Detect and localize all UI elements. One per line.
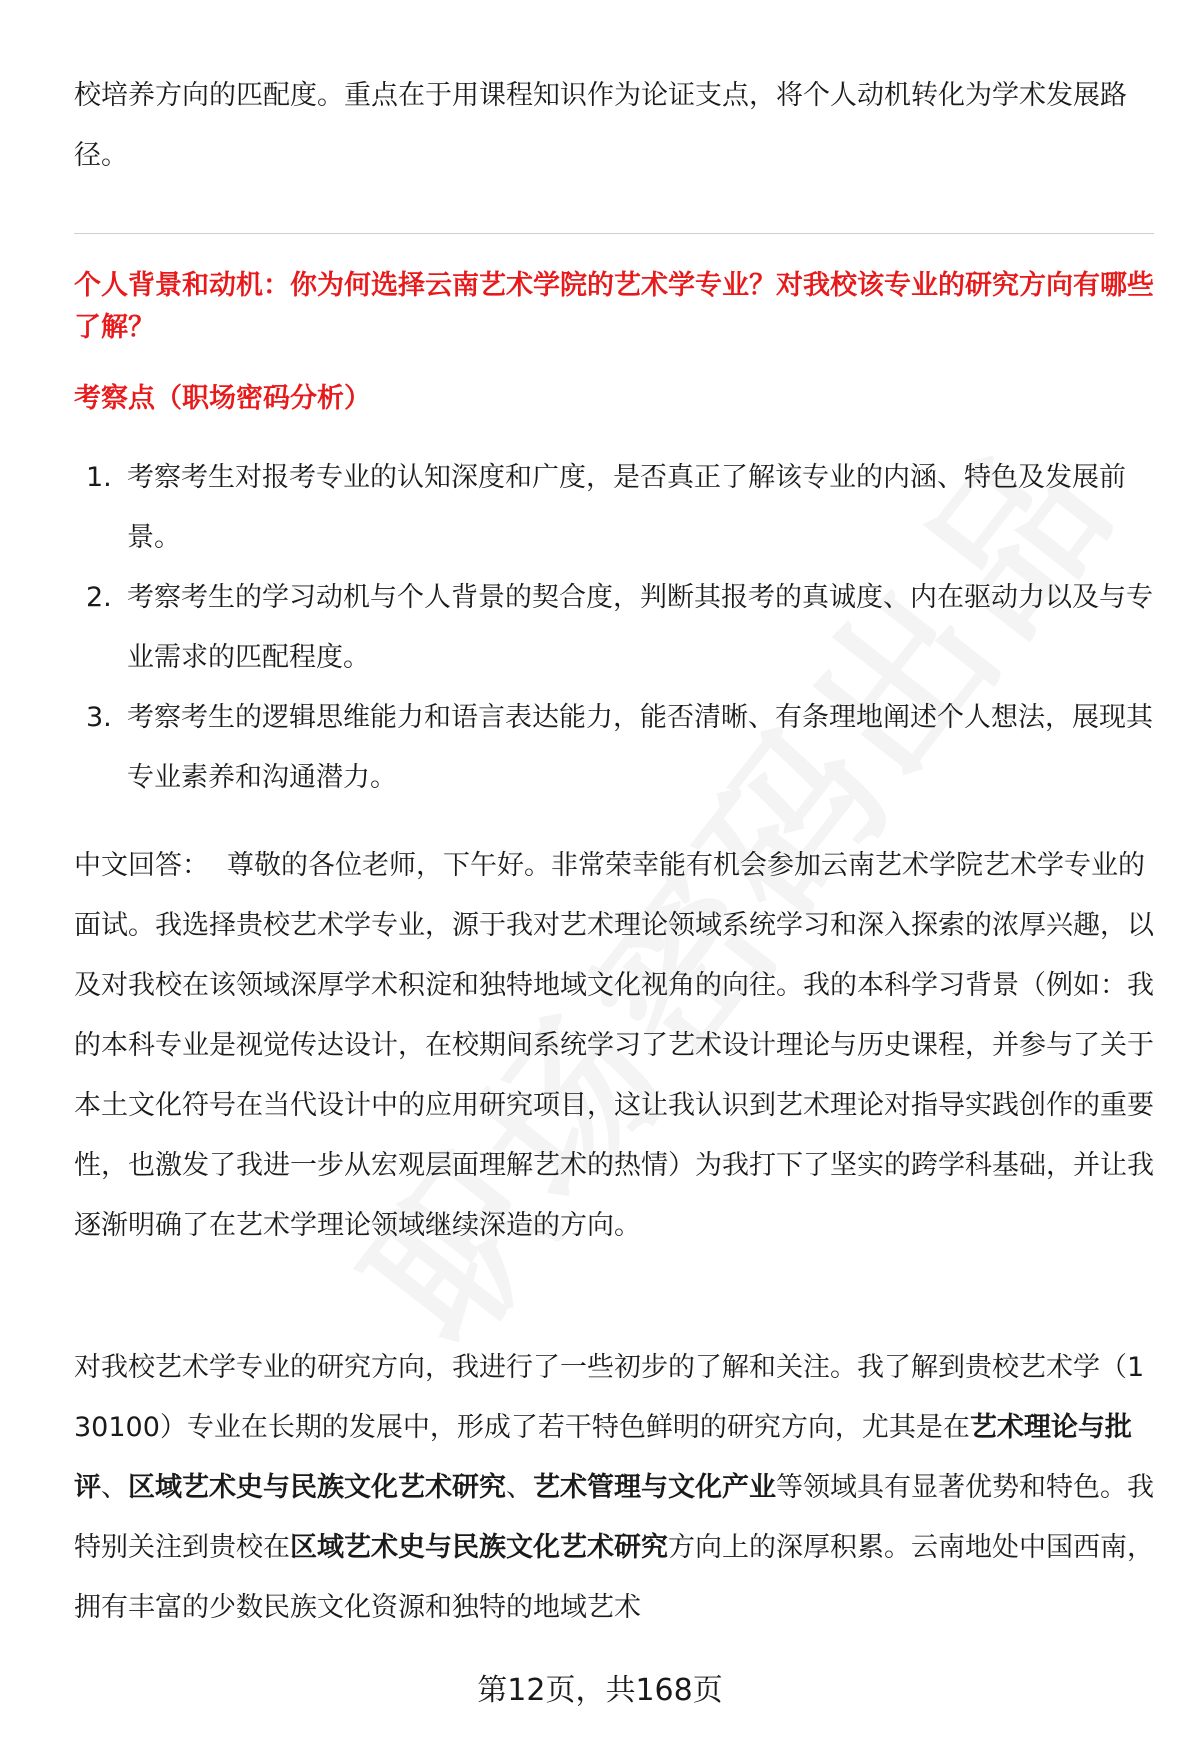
section-divider: [74, 233, 1154, 234]
list-text: 考察考生对报考专业的认知深度和广度，是否真正了解该专业的内涵、特色及发展前景。: [127, 462, 1126, 553]
answer-paragraph-2: [74, 1338, 1154, 1638]
list-text: 考察考生的逻辑思维能力和语言表达能力，能否清晰、有条理地阐述个人想法，展现其专业素养和沟通潜力。: [127, 702, 1153, 793]
intro-paragraph: 校培养方向的匹配度。重点在于用课程知识作为论证支点，将个人动机转化为学术发展路径。: [74, 80, 1127, 171]
question-heading: 个人背景和动机：你为何选择云南艺术学院的艺术学专业？对我校该专业的研究方向有哪些了解？: [74, 270, 1154, 343]
list-item: [74, 688, 1154, 808]
page-footer: 第12页，共168页: [477, 1673, 723, 1708]
answer-label: 中文回答：: [74, 850, 209, 881]
list-item: [74, 568, 1154, 688]
answer-text-1: 尊敬的各位老师，下午好。非常荣幸能有机会参加云南艺术学院艺术学专业的面试。我选择贵校艺术学专业，源于我对艺术理论领域系统学习和深入探索的浓厚兴趣，以及对我校在该领域深厚学术积淀和独特地域文化视角的向往。我的本科学习背景（例如：我的本科专业是视觉传达设计，在校期间系统学习了艺术设计理论与历史课程，并参与了关于本土文化符号在当代设计中的应用研究项目，这让我认识到艺术理论对指导实践创作的重要性，也激发了我进一步从宏观层面理解艺术的热情）为我打下了坚实的跨学科基础，并让我逐渐明确了在艺术学理论领域继续深造的方向。: [74, 850, 1154, 1241]
answer-sep-2: 、: [506, 1472, 533, 1503]
answer-text-seg2: 等领域具有显著优势和特色。我特别关注到贵校在: [74, 1472, 1154, 1563]
answer-text-seg1: 对我校艺术学专业的研究方向，我进行了一些初步的了解和关注。我了解到贵校艺术学（130100）专业在长期的发展中，形成了若干特色鲜明的研究方向，尤其是在: [74, 1352, 1145, 1443]
list-number: 1.: [86, 462, 112, 493]
list-item: [74, 448, 1154, 568]
highlight-regional-art-history-2: 区域艺术史与民族文化艺术研究: [290, 1532, 668, 1563]
assessment-points: [74, 448, 1154, 808]
highlight-theory-criticism: 艺术理论与批评: [74, 1412, 1132, 1503]
list-number: 2.: [86, 582, 112, 613]
answer-text-seg3: 方向上的深厚积累。云南地处中国西南，拥有丰富的少数民族文化资源和独特的地域艺术: [74, 1532, 1154, 1623]
answer-paragraph-1: [74, 836, 1154, 1256]
answer-sep-1: 、: [101, 1472, 128, 1503]
highlight-regional-art-history: 区域艺术史与民族文化艺术研究: [128, 1472, 506, 1503]
list-number: 3.: [86, 702, 112, 733]
highlight-art-management: 艺术管理与文化产业: [533, 1472, 776, 1503]
assessment-subheading: 考察点（职场密码分析）: [74, 383, 371, 414]
list-text: 考察考生的学习动机与个人背景的契合度，判断其报考的真诚度、内在驱动力以及与专业需求的匹配程度。: [127, 582, 1153, 673]
